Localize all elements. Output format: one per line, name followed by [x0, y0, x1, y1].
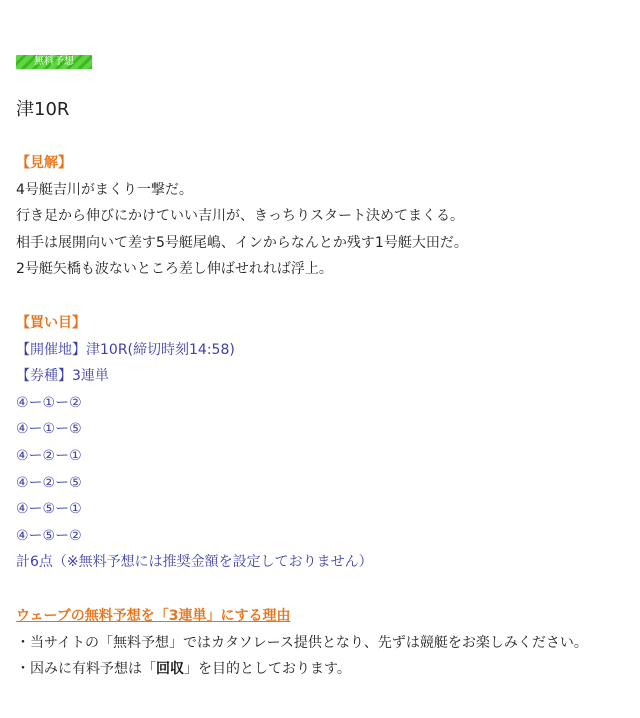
reason-link[interactable]: ウェーブの無料予想を「3連単」にする理由 [16, 608, 291, 624]
bet-combination: ④ー①ー② [16, 394, 82, 411]
free-prediction-badge: 無料予想 [16, 55, 92, 69]
venue-line: 【開催地】津10R(締切時刻14:58) [16, 341, 235, 358]
reason-line-2-pre: ・因みに有料予想は「 [16, 661, 156, 678]
reason-link-row [16, 603, 588, 630]
race-title: 津10R [16, 99, 70, 120]
bet-type-line: 【券種】3連単 [16, 368, 109, 385]
view-line: 4号艇吉川がまくり一撃だ。 [16, 181, 193, 198]
bet-combination: ④ー①ー⑤ [16, 421, 82, 438]
bets-section [16, 310, 373, 576]
view-heading: 【見解】 [16, 155, 72, 171]
view-line: 2号艇矢橋も波ないところ差し伸ばせれれば浮上。 [16, 261, 333, 278]
bet-combination: ④ー②ー① [16, 447, 82, 464]
reason-line: ・当サイトの「無料予想」ではカタソレース提供となり、先ずは競艇をお楽しみください。 [16, 634, 588, 651]
recovery-emphasis: 回収 [156, 661, 184, 678]
bet-combination: ④ー②ー⑤ [16, 474, 82, 491]
bet-combination: ④ー⑤ー① [16, 501, 82, 518]
view-line: 相手は展開向いて差す5号艇尾嶋、インからなんとか残す1号艇大田だ。 [16, 234, 468, 251]
bet-total: 計6点（※無料予想には推奨金額を設定しておりません） [16, 554, 373, 571]
bet-combination: ④ー⑤ー② [16, 527, 82, 544]
reason-line-2 [16, 656, 588, 683]
view-section [16, 150, 468, 283]
reason-section [16, 603, 588, 683]
bets-heading: 【買い目】 [16, 315, 86, 331]
reason-line-2-post: 」を目的としております。 [184, 661, 351, 678]
view-line: 行き足から伸びにかけていい吉川が、きっちりスタート決めてまくる。 [16, 208, 464, 225]
